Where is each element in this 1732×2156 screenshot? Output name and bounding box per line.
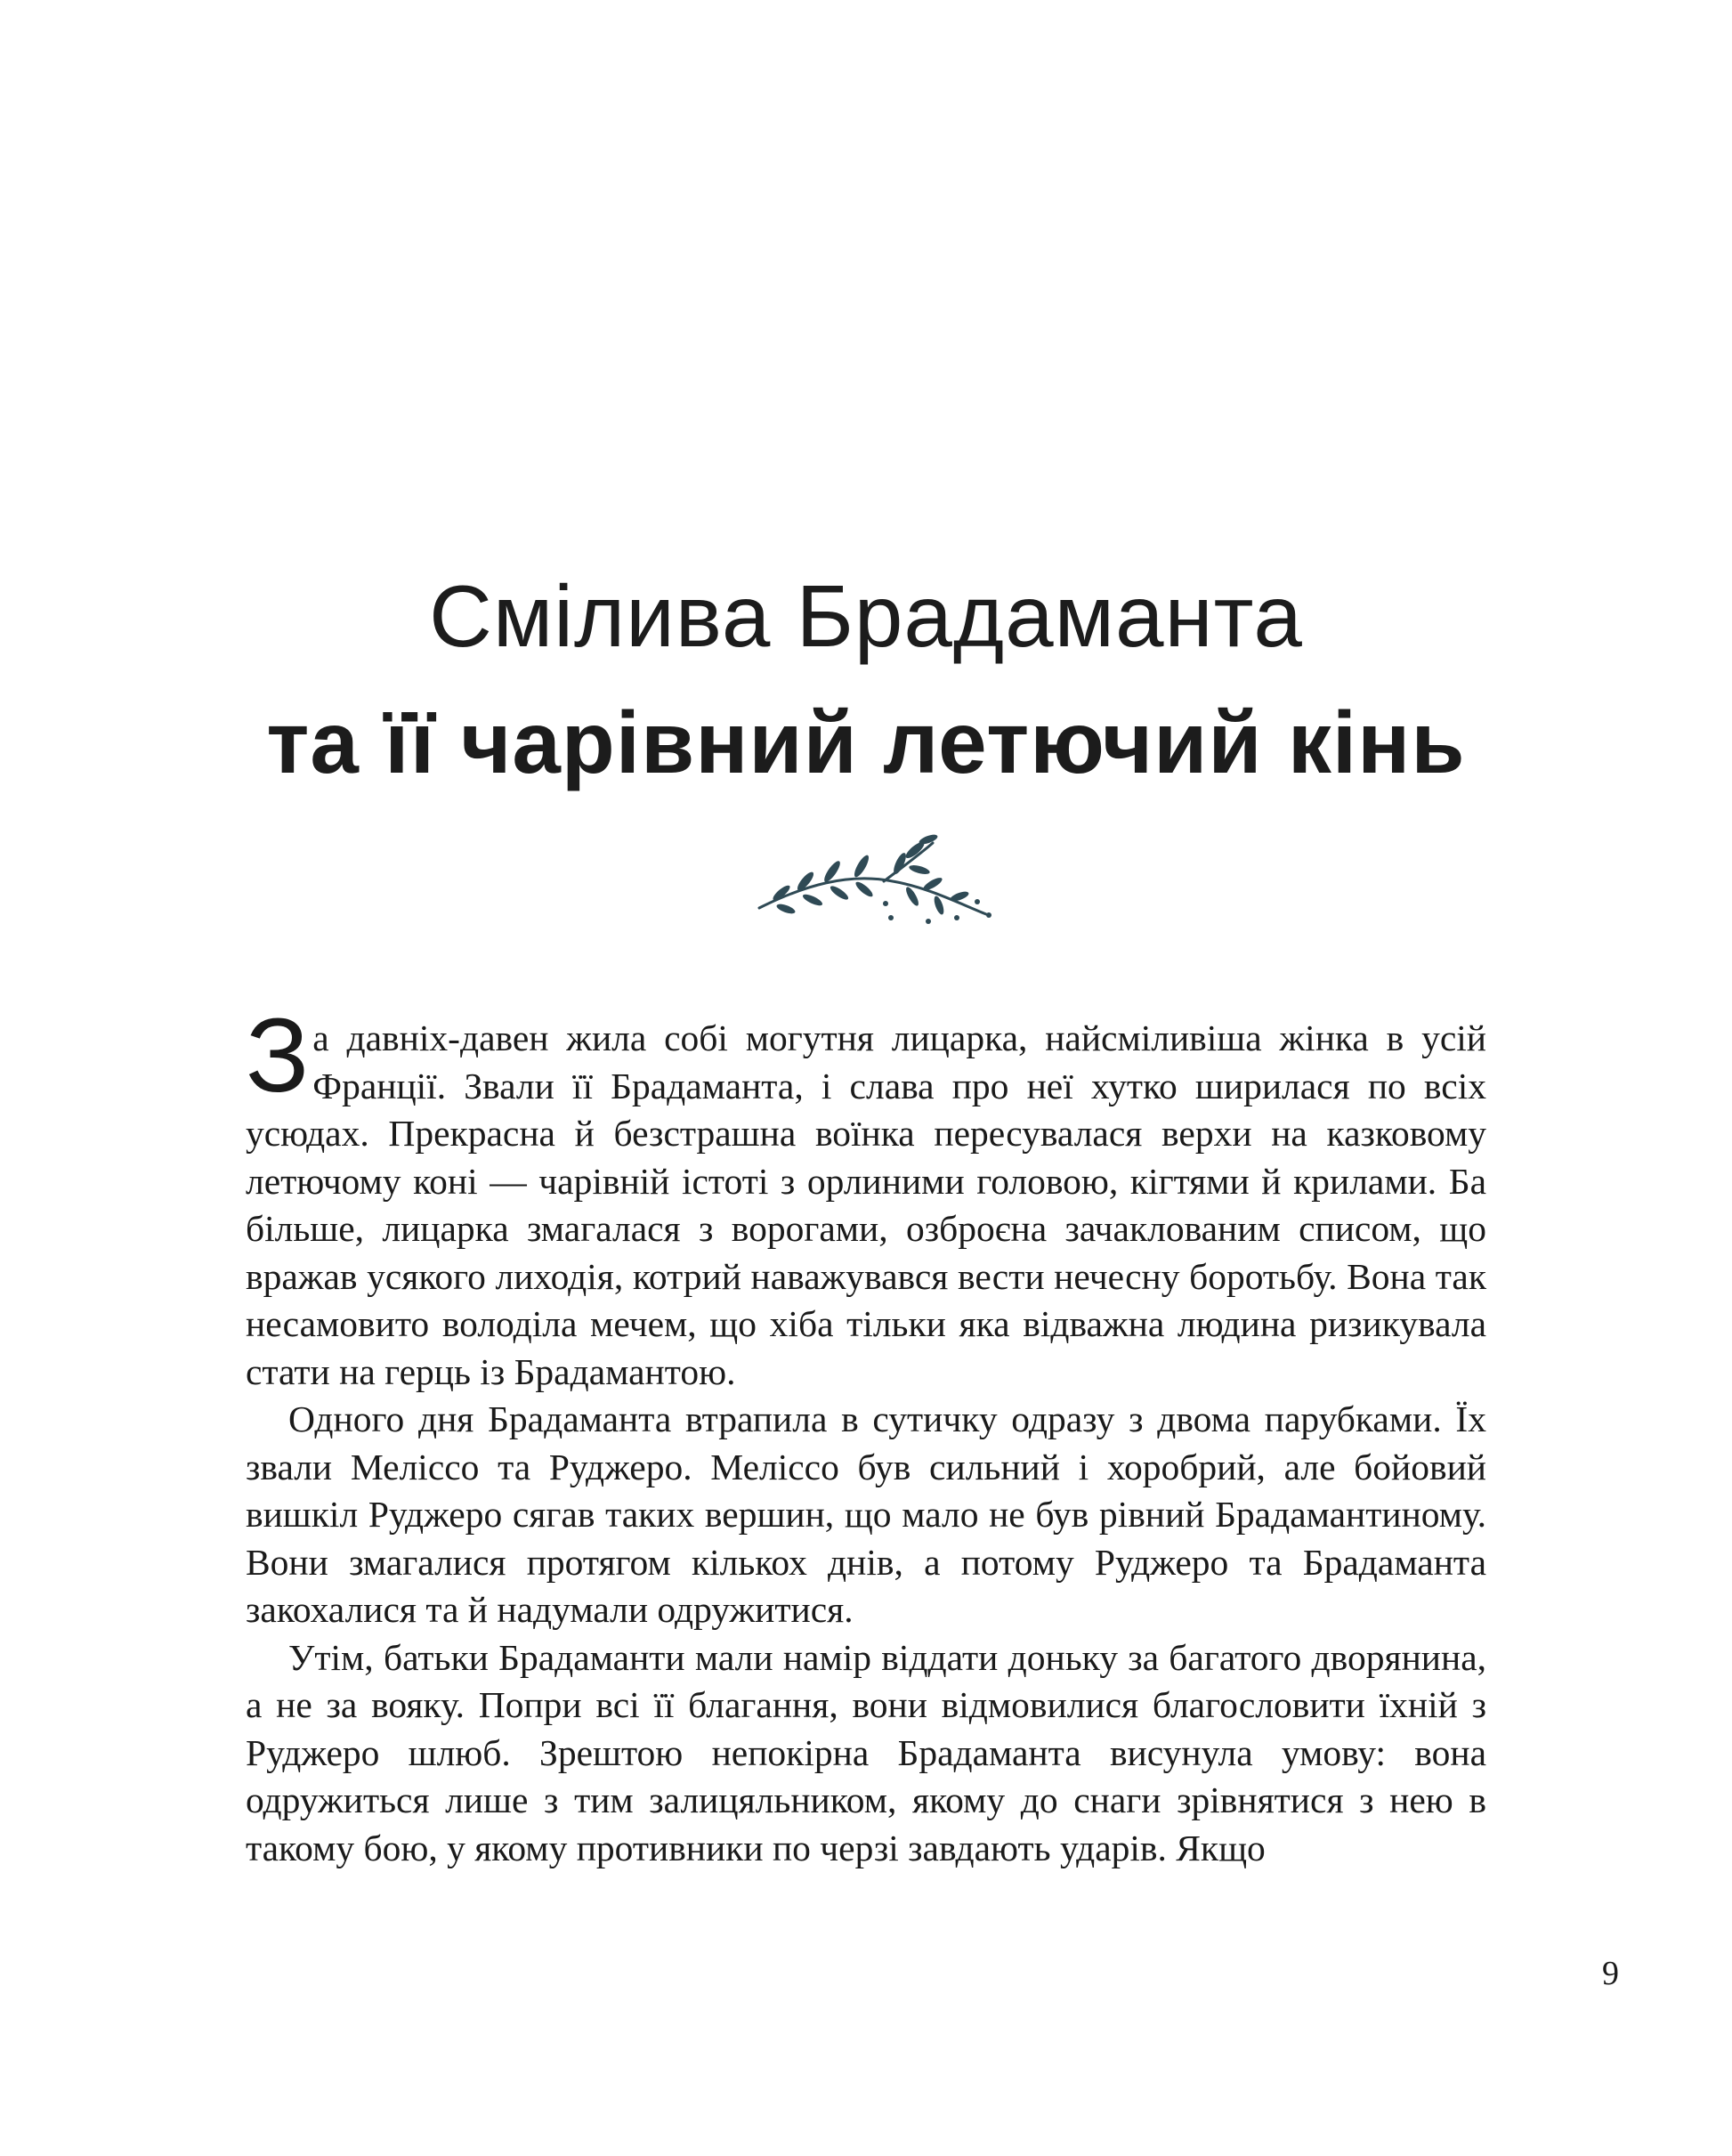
drop-cap: З: [246, 997, 310, 1114]
page-number: 9: [1602, 1955, 1619, 1992]
chapter-title-line-1: Смілива Брадаманта: [429, 566, 1303, 665]
paragraph-1: [246, 997, 1486, 1396]
chapter-title: [0, 553, 1732, 806]
chapter-title-line-2: та її чарівний летючий кінь: [266, 693, 1466, 791]
leaf-branch-icon: [750, 832, 996, 935]
paragraph-3: Утім, батьки Брадаманти мали намір віддати доньку за багатого дворянина, а не за вояку. Попри всі її благання, вони відмовилися благословити їхній з Руджеро шлюб. Зрештою непокірна Брадаманта висунула умову: вона одружиться лише з тим залицяльником, якому до снаги зрівнятися з нею в такому бою, у якому противники по черзі завдають ударів. Якщо: [246, 1636, 1486, 1868]
paragraph-1-text: а давніх-давен жила собі могутня лицарка, найсміливіша жінка в усій Франції. Звали її Брадаманта, і слава про неї хутко ширилася по всіх усюдах. Прекрасна й безстрашна воїнка пересувалася верхи на казковому летючому коні — чарівній істоті з орлиними головою, кігтями й крилами. Ба більше, лицарка змагалася з ворогами, озброєна зачаклованим списом, що вражав усякого лиходія, котрий наважувався вести нечесну боротьбу. Вона так несамовито володіла мечем, що хіба тільки яка відважна людина ризикувала стати на герць із Брадамантою.: [246, 1017, 1486, 1392]
paragraph-2: Одного дня Брадаманта втрапила в сутичку одразу з двома парубками. Їх звали Мелiссо та Руджеро. Мелiссо був сильний і хоробрий, але бойовий вишкіл Руджеро сягав таких вершин, що мало не був рівний Брадамантиному. Вони змагалися протягом кількох днів, а потому Руджеро та Брадаманта закохалися та й надумали одружитися.: [246, 1398, 1486, 1630]
chapter-body: [246, 997, 1486, 1872]
